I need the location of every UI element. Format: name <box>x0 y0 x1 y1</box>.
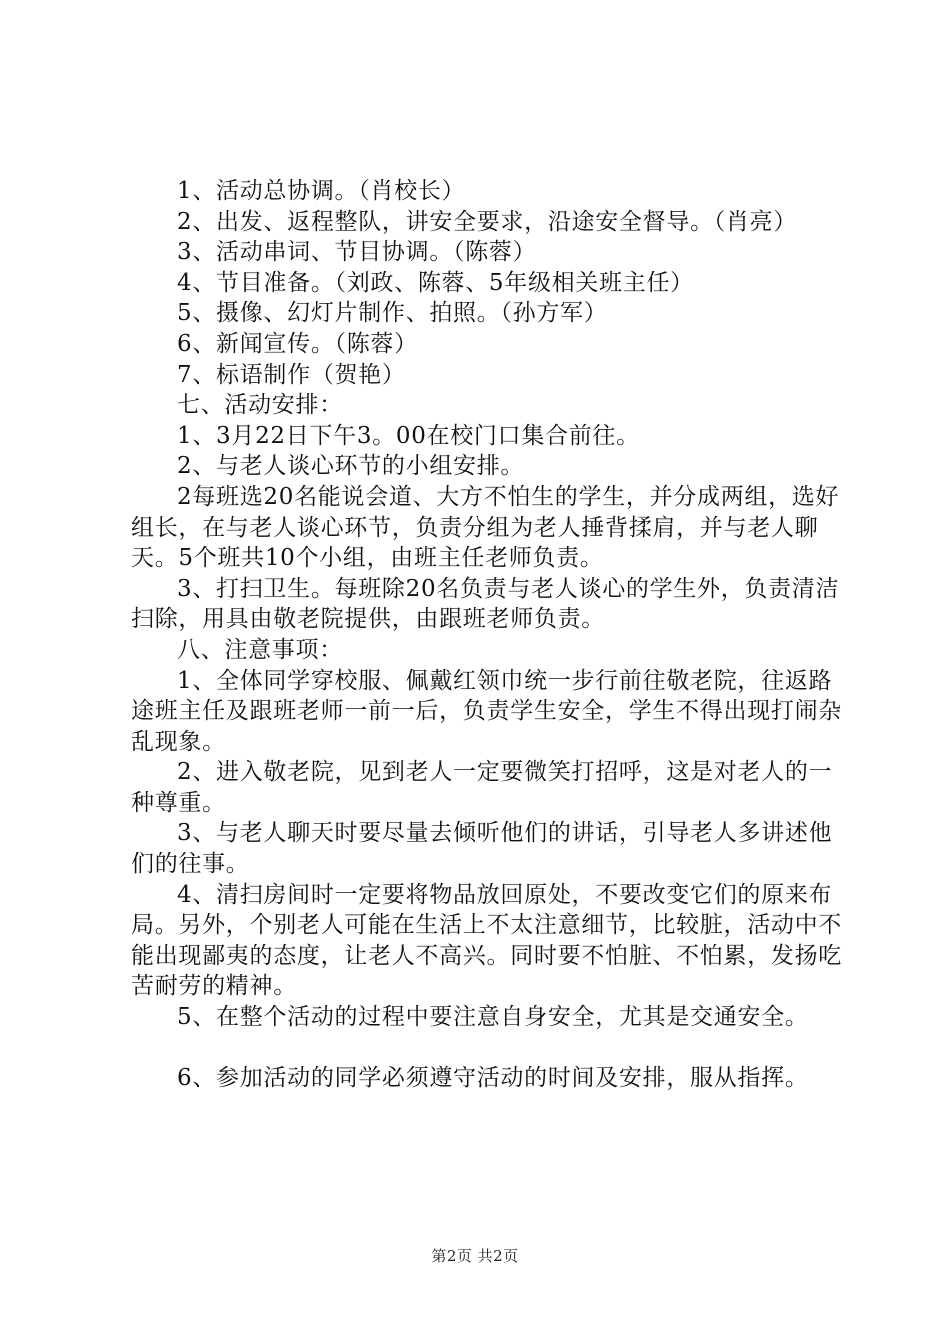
paragraph-7: 7、标语制作（贺艳） <box>177 361 406 388</box>
paragraph-17: 4、清扫房间时一定要将物品放回原处，不要改变它们的原来布局。另外，个别老人可能在生活上不太注意细节，比较脏，活动中不能出现鄙夷的态度，让老人不高兴。同时要不怕脏、不怕累，发扬吃苦耐劳的精神。 <box>131 881 842 1000</box>
paragraph-12: 3、打扫卫生。每班除20名负责与老人谈心的学生外，负责清洁扫除，用具由敬老院提供，由跟班老师负责。 <box>131 575 840 633</box>
paragraph-16: 3、与老人聊天时要尽量去倾听他们的讲话，引导老人多讲述他们的往事。 <box>131 820 833 878</box>
section-heading-arrangement: 七、活动安排： <box>177 392 343 419</box>
paragraph-15: 2、进入敬老院，见到老人一定要微笑打招呼，这是对老人的一种尊重。 <box>131 759 833 816</box>
paragraph-3: 3、活动串词、节目协调。（陈蓉） <box>177 239 537 266</box>
paragraph-2: 2、出发、返程整队，讲安全要求，沿途安全督导。（肖亮） <box>177 208 798 235</box>
paragraph-4: 4、节目准备。（刘政、陈蓉、5年级相关班主任） <box>177 269 694 296</box>
paragraph-10: 2、与老人谈心环节的小组安排。 <box>177 453 525 480</box>
section-heading-notes: 八、注意事项： <box>177 636 343 663</box>
paragraph-1: 1、活动总协调。（肖校长） <box>177 178 466 204</box>
paragraph-5: 5、摄像、幻灯片制作、拍照。（孙方军） <box>177 300 608 327</box>
page-number-footer: 第2页 共2页 <box>431 1247 519 1265</box>
paragraph-9: 1、3月22日下午3。00在校门口集合前往。 <box>177 422 640 449</box>
paragraph-14: 1、全体同学穿校服、佩戴红领巾统一步行前往敬老院，往返路途班主任及跟班老师一前一后，负责学生安全，学生不得出现打闹杂乱现象。 <box>131 667 842 755</box>
document-body <box>131 176 851 1093</box>
paragraph-11: 2每班选20名能说会道、大方不怕生的学生，并分成两组，选好组长，在与老人谈心环节，负责分组为老人捶背揉肩，并与老人聊天。5个班共10个小组，由班主任老师负责。 <box>131 483 840 572</box>
paragraph-18: 5、在整个活动的过程中要注意自身安全，尤其是交通安全。 <box>177 1004 809 1031</box>
paragraph-6: 6、新闻宣传。（陈蓉） <box>177 330 418 357</box>
paragraph-19: 6、参加活动的同学必须遵守活动的时间及安排，服从指挥。 <box>177 1064 809 1091</box>
paragraph-gap <box>131 1033 851 1063</box>
